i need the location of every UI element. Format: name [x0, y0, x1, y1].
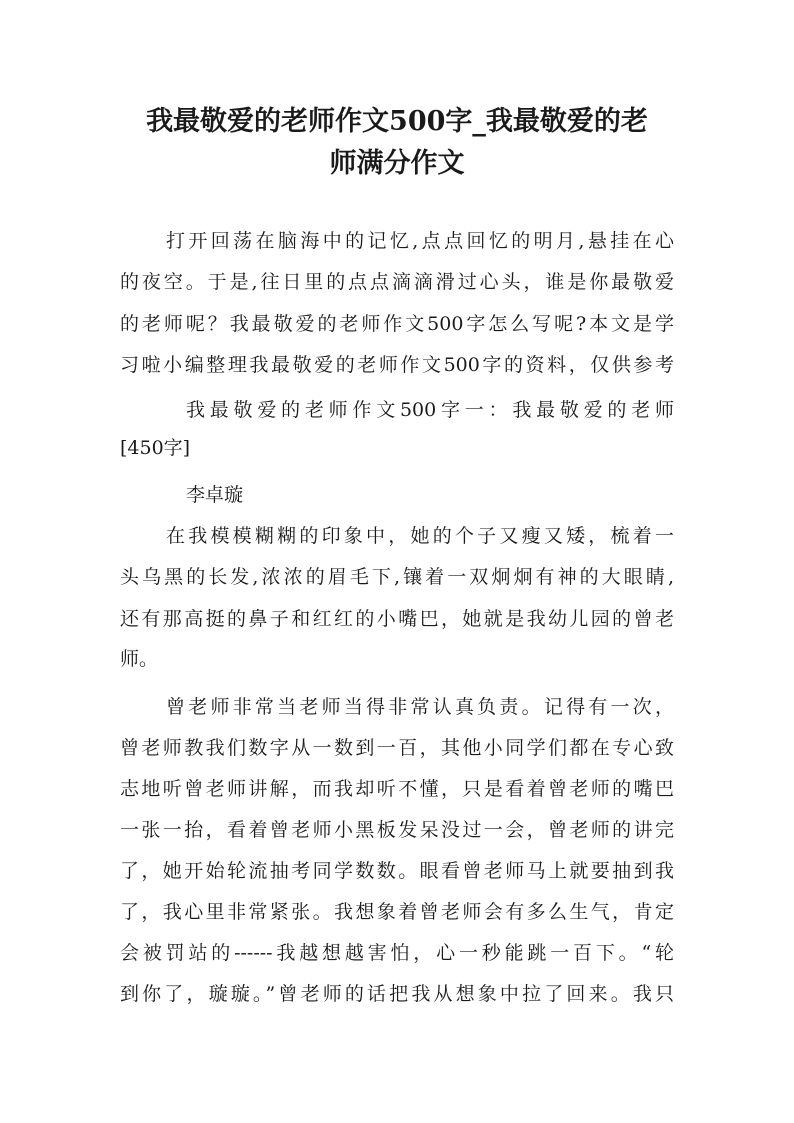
paragraph1-line-3: 还有那高挺的鼻子和红红的小嘴巴，她就是我幼儿园的曾老 [120, 608, 674, 630]
paragraph2-line-4: 一张一抬，看着曾老师小黑板发呆没过一会，曾老师的讲完 [120, 819, 674, 841]
document-title-line-1: 我最敬爱的老师作文500字_我最敬爱的老 [146, 106, 648, 137]
section-heading-line-2: [450字] [120, 437, 191, 459]
document-title-line-2: 师满分作文 [329, 148, 465, 179]
paragraph2-line-5: 了，她开始轮流抽考同学数数。眼看曾老师马上就要抽到我 [120, 860, 674, 882]
intro-line-3: 的老师呢？我最敬爱的老师作文500字怎么写呢?本文是学 [120, 313, 674, 335]
paragraph2-line-1: 曾老师非常当老师当得非常认真负责。记得有一次， [166, 696, 674, 718]
paragraph1-line-2: 头乌黑的长发,浓浓的眉毛下,镶着一双炯炯有神的大眼睛, [120, 566, 674, 588]
intro-line-4: 习啦小编整理我最敬爱的老师作文500字的资料，仅供参考 [120, 354, 674, 376]
section-heading-line-1: 我最敬爱的老师作文500字一：我最敬爱的老师 [186, 399, 674, 421]
paragraph2-line-3: 志地听曾老师讲解，而我却听不懂，只是看着曾老师的嘴巴 [120, 778, 674, 800]
paragraph1-line-4: 师。 [120, 648, 159, 670]
paragraph1-line-1: 在我模模糊糊的印象中，她的个子又瘦又矮，梳着一 [166, 525, 674, 547]
author-name: 李卓璇 [186, 484, 244, 506]
paragraph2-line-2: 曾老师教我们数字从一数到一百，其他小同学们都在专心致 [120, 737, 674, 759]
intro-line-1: 打开回荡在脑海中的记忆,点点回忆的明月,悬挂在心 [166, 230, 674, 252]
paragraph2-line-8: 到你了，璇璇。”曾老师的话把我从想象中拉了回来。我只 [120, 983, 674, 1005]
paragraph2-line-7: 会被罚站的------我越想越害怕，心一秒能跳一百下。“轮 [120, 942, 674, 964]
intro-line-2: 的夜空。于是,往日里的点点滴滴滑过心头，谁是你最敬爱 [120, 271, 674, 293]
paragraph2-line-6: 了，我心里非常紧张。我想象着曾老师会有多么生气，肯定 [120, 901, 674, 923]
